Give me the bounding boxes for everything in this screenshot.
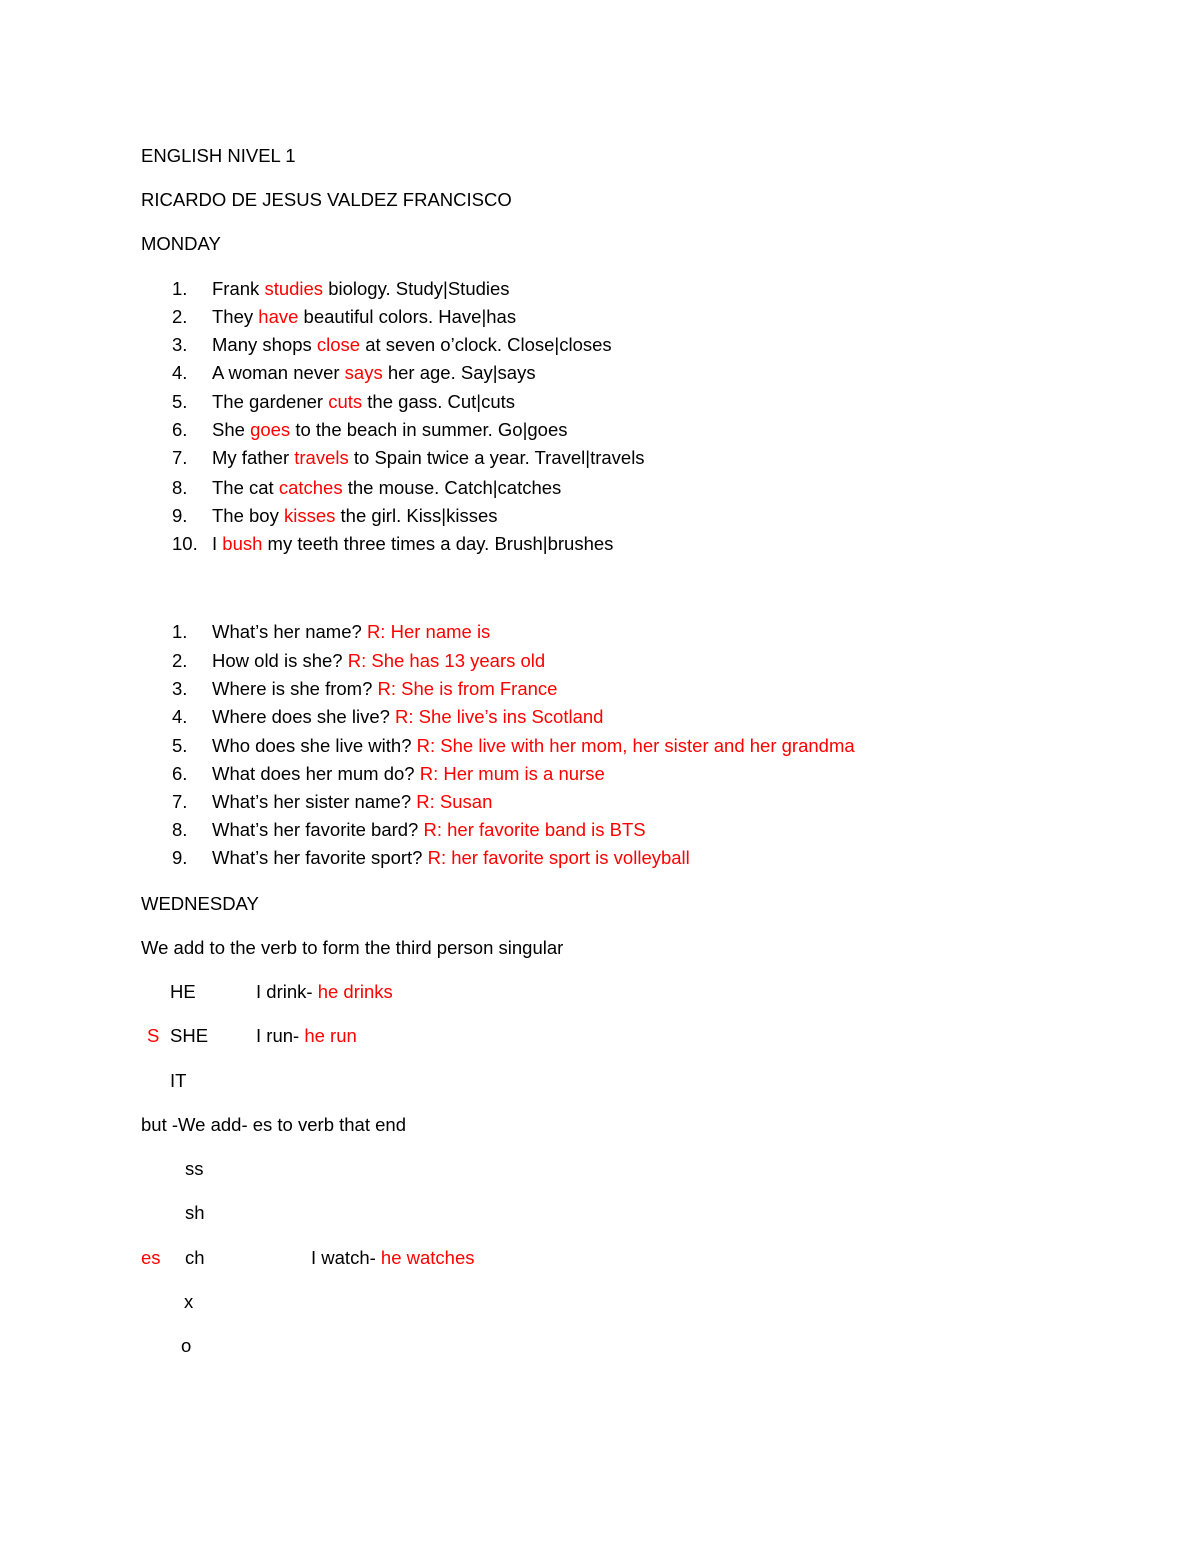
list-number: 5. <box>172 735 188 756</box>
answer-text: studies <box>264 278 324 299</box>
ending-o: o <box>181 1335 192 1356</box>
example-text: I watch- <box>311 1247 381 1268</box>
list-number: 7. <box>172 447 188 468</box>
sentence-text: I <box>212 533 223 554</box>
answer-text: catches <box>278 477 343 498</box>
sentence-text: the girl. Kiss|kisses <box>335 505 498 526</box>
list-number: 3. <box>172 334 188 355</box>
list-number: 2. <box>172 306 188 327</box>
sentence-text: The cat <box>212 477 279 498</box>
list-number: 3. <box>172 678 188 699</box>
sentence-text: to Spain twice a year. Travel|travels <box>348 447 645 468</box>
list-number: 8. <box>172 477 188 498</box>
sentence-text: A woman never <box>212 362 345 383</box>
wednesday-heading: WEDNESDAY <box>141 893 259 914</box>
answer-text: have <box>258 306 299 327</box>
answer-text: R: Her name is <box>366 621 491 642</box>
answer-text: bush <box>222 533 263 554</box>
example-run <box>256 1027 357 1046</box>
answer-text: cuts <box>328 391 363 412</box>
ending-sh: sh <box>185 1202 205 1223</box>
answer-text: R: her favorite sport is volleyball <box>427 847 690 868</box>
question-text: What does her mum do? <box>212 763 420 784</box>
example-drink <box>256 983 393 1002</box>
answer-text: R: She is from France <box>377 678 558 699</box>
sentence-text: They <box>212 306 259 327</box>
ending-ch: ch <box>185 1247 205 1268</box>
sentence-text: Many shops <box>212 334 317 355</box>
answer-text: says <box>344 362 383 383</box>
question-text: Where is she from? <box>212 678 378 699</box>
list-number: 5. <box>172 391 188 412</box>
list-number: 6. <box>172 419 188 440</box>
answer-text: close <box>316 334 361 355</box>
answer-text: R: Susan <box>416 791 493 812</box>
list-number: 10. <box>172 533 198 554</box>
sentence-text: The gardener <box>212 391 329 412</box>
ending-x: x <box>184 1291 194 1312</box>
answer-text: R: Her mum is a nurse <box>419 763 605 784</box>
example-text: I run- <box>256 1025 305 1046</box>
list-number: 4. <box>172 706 188 727</box>
sentence-text: My father <box>212 447 295 468</box>
sentence-text: beautiful colors. Have|has <box>298 306 517 327</box>
question-text: What’s her favorite sport? <box>212 847 428 868</box>
list-number: 2. <box>172 650 188 671</box>
list-number: 4. <box>172 362 188 383</box>
question-text: What’s her sister name? <box>212 791 417 812</box>
sentence-text: She <box>212 419 251 440</box>
answer-text: R: She live’s ins Scotland <box>395 706 604 727</box>
es-marker: es <box>141 1247 161 1268</box>
example-watch <box>311 1249 475 1268</box>
sentence-text: biology. Study|Studies <box>323 278 510 299</box>
answer-text: goes <box>250 419 291 440</box>
sentence-text: the mouse. Catch|catches <box>342 477 562 498</box>
question-text: Who does she live with? <box>212 735 417 756</box>
pronoun-it: IT <box>170 1070 187 1091</box>
question-text: Where does she live? <box>212 706 396 727</box>
sentence-text: Frank <box>212 278 265 299</box>
answer-text: travels <box>294 447 349 468</box>
question-text: What’s her name? <box>212 621 367 642</box>
ending-ss: ss <box>185 1158 204 1179</box>
sentence-text: to the beach in summer. Go|goes <box>290 419 568 440</box>
but-rule-text: but -We add- es to verb that end <box>141 1114 406 1135</box>
example-text: I drink- <box>256 981 318 1002</box>
answer-text: he watches <box>380 1247 475 1268</box>
pronoun-she: SHE <box>170 1025 209 1046</box>
author-name: RICARDO DE JESUS VALDEZ FRANCISCO <box>141 189 512 210</box>
sentence-text: her age. Say|says <box>382 362 536 383</box>
sentence-text: my teeth three times a day. Brush|brushes <box>262 533 614 554</box>
list-number: 1. <box>172 278 188 299</box>
answer-text: he run <box>304 1025 357 1046</box>
answer-text: kisses <box>284 505 336 526</box>
sentence-text: at seven o’clock. Close|closes <box>360 334 612 355</box>
list-number: 9. <box>172 847 188 868</box>
answer-text: he drinks <box>317 981 393 1002</box>
document-title: ENGLISH NIVEL 1 <box>141 145 296 166</box>
pronoun-he: HE <box>170 981 196 1002</box>
list-number: 7. <box>172 791 188 812</box>
sentence-text: the gass. Cut|cuts <box>362 391 516 412</box>
answer-text: R: She has 13 years old <box>347 650 546 671</box>
s-marker: S <box>147 1025 160 1046</box>
list-number: 8. <box>172 819 188 840</box>
answer-text: R: She live with her mom, her sister and her grandma <box>416 735 855 756</box>
question-text: What’s her favorite bard? <box>212 819 424 840</box>
rule-text: We add to the verb to form the third person singular <box>141 937 564 958</box>
list-number: 9. <box>172 505 188 526</box>
monday-heading: MONDAY <box>141 233 221 254</box>
answer-text: R: her favorite band is BTS <box>423 819 646 840</box>
list-number: 1. <box>172 621 188 642</box>
list-number: 6. <box>172 763 188 784</box>
sentence-text: The boy <box>212 505 284 526</box>
question-text: How old is she? <box>212 650 348 671</box>
